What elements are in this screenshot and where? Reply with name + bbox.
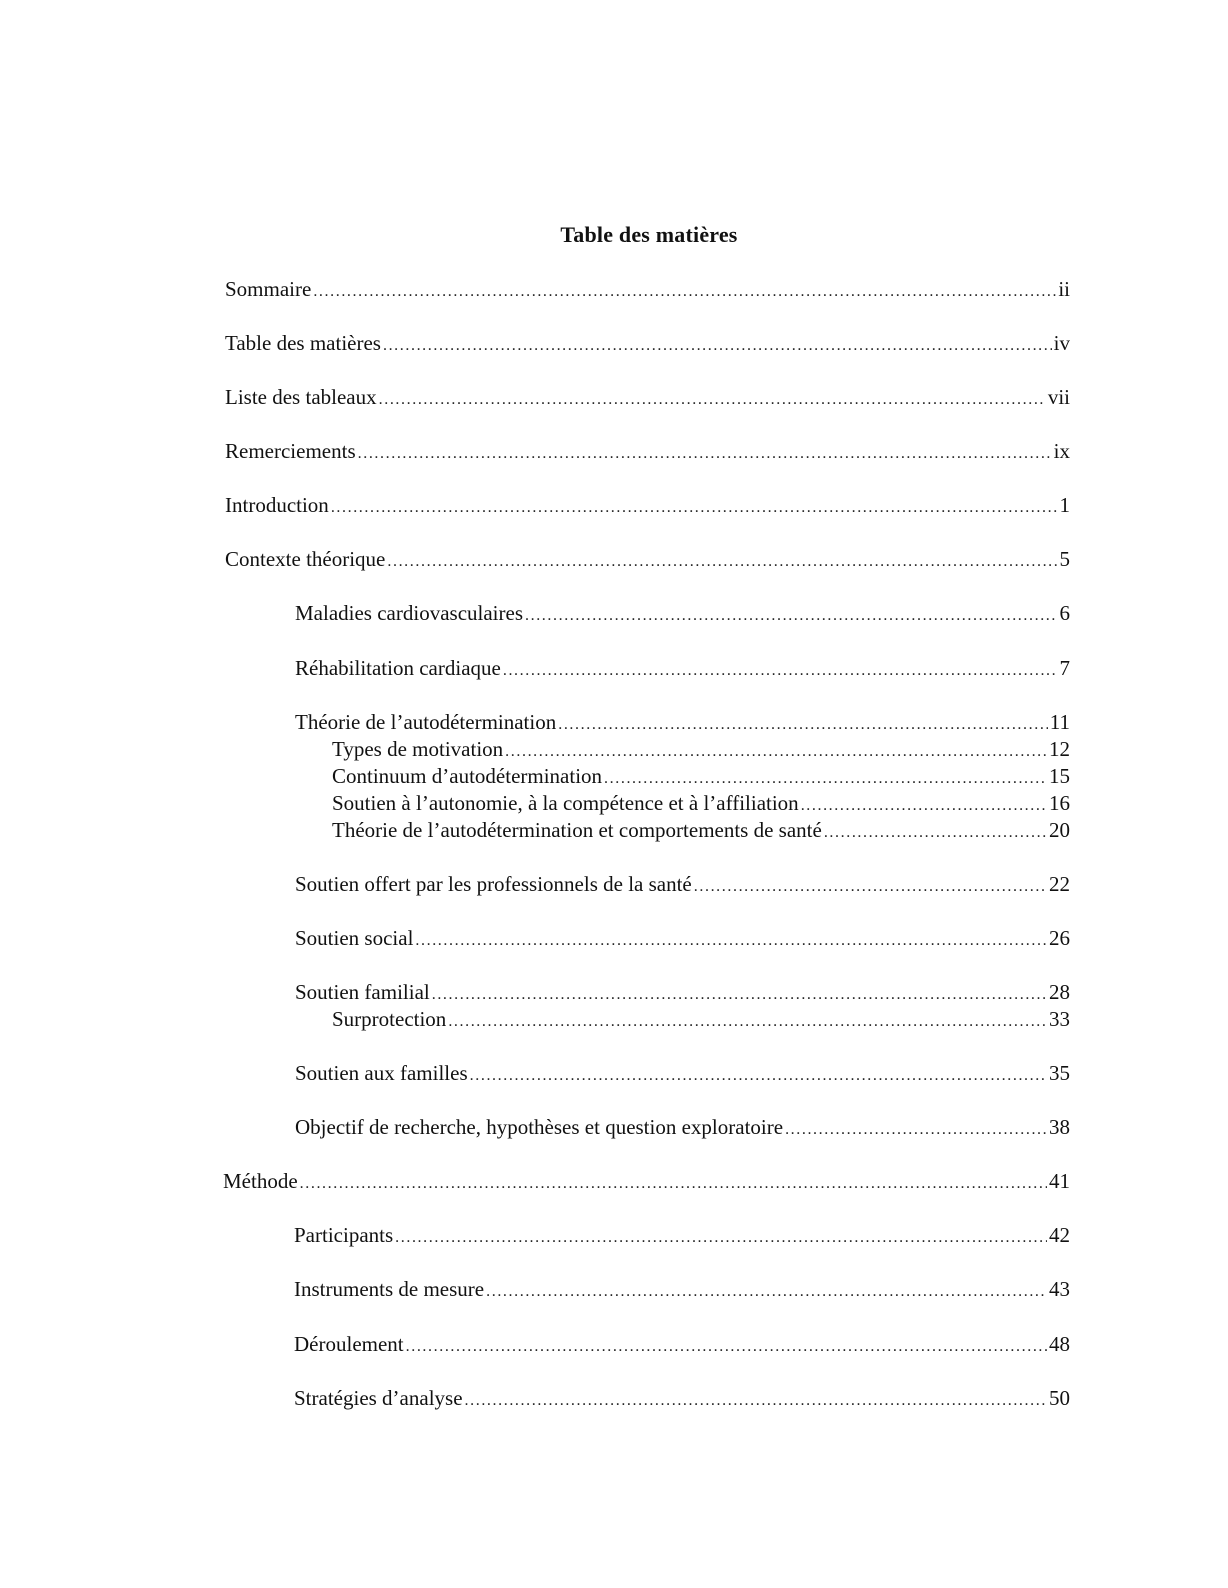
dot-leader	[300, 1171, 1047, 1197]
dot-leader	[432, 982, 1047, 1008]
toc-entry-page: 22	[1049, 872, 1070, 896]
dot-leader	[395, 1225, 1047, 1251]
toc-entry-page: iv	[1053, 331, 1070, 355]
toc-entry-label: Introduction	[225, 493, 329, 517]
toc-entry-label: Méthode	[223, 1169, 298, 1193]
dot-leader	[558, 712, 1048, 738]
toc-entry-page: 20	[1049, 818, 1070, 842]
toc-entry-remerciements[interactable]	[225, 438, 1070, 467]
toc-entry-page: 1	[1059, 493, 1070, 517]
toc-entry-surprotection[interactable]	[332, 1006, 1070, 1035]
toc-entry-page: 50	[1049, 1386, 1070, 1410]
toc-entry-strategies-analyse[interactable]	[294, 1385, 1070, 1414]
toc-entry-page: 5	[1059, 547, 1070, 571]
dot-leader	[387, 549, 1057, 575]
toc-entry-label: Liste des tableaux	[225, 385, 377, 409]
dot-leader	[406, 1334, 1047, 1360]
toc-entry-label: Table des matières	[225, 331, 381, 355]
toc-entry-label: Contexte théorique	[225, 547, 386, 571]
toc-entry-theorie-comportements-sante[interactable]	[332, 817, 1070, 846]
dot-leader	[525, 603, 1058, 629]
toc-entry-page: 7	[1059, 656, 1070, 680]
toc-entry-introduction[interactable]	[225, 492, 1070, 521]
toc-entry-label: Objectif de recherche, hypothèses et question exploratoire	[295, 1115, 784, 1139]
dot-leader	[801, 793, 1047, 819]
toc-entry-theorie-autodetermination[interactable]	[295, 709, 1070, 738]
toc-entry-page: 6	[1059, 601, 1070, 625]
toc-entry-page: 11	[1049, 710, 1070, 734]
toc-entry-label: Instruments de mesure	[294, 1277, 485, 1301]
toc-entry-page: 48	[1049, 1332, 1070, 1356]
toc-entry-label: Continuum d’autodétermination	[332, 764, 603, 788]
toc-entry-label: Participants	[294, 1223, 394, 1247]
toc-entry-page: 15	[1049, 764, 1070, 788]
dot-leader	[415, 928, 1047, 954]
toc-entry-liste-des-tableaux[interactable]	[225, 384, 1070, 413]
toc-entry-soutien-professionnels[interactable]	[295, 871, 1070, 900]
dot-leader	[379, 387, 1046, 413]
toc-entry-table-des-matieres[interactable]	[225, 330, 1070, 359]
toc-entry-page: ix	[1053, 439, 1070, 463]
toc-entry-page: vii	[1047, 385, 1070, 409]
toc-entry-soutien-autonomie[interactable]	[332, 790, 1070, 819]
toc-entry-types-de-motivation[interactable]	[332, 736, 1070, 765]
toc-entry-page: 35	[1049, 1061, 1070, 1085]
dot-leader	[465, 1388, 1047, 1414]
toc-entry-page: 28	[1049, 980, 1070, 1004]
toc-entry-page: 41	[1049, 1169, 1070, 1193]
dot-leader	[448, 1009, 1047, 1035]
toc-entry-label: Soutien aux familles	[295, 1061, 468, 1085]
toc-entry-label: Soutien offert par les professionnels de la santé	[295, 872, 692, 896]
toc-entry-label: Stratégies d’analyse	[294, 1386, 463, 1410]
toc-entry-page: 16	[1049, 791, 1070, 815]
dot-leader	[824, 820, 1047, 846]
toc-entry-soutien-familial[interactable]	[295, 979, 1070, 1008]
dot-leader	[604, 766, 1047, 792]
toc-entry-page: 42	[1049, 1223, 1070, 1247]
toc-entry-contexte-theorique[interactable]	[225, 546, 1070, 575]
toc-entry-label: Maladies cardiovasculaires	[295, 601, 523, 625]
toc-entry-label: Théorie de l’autodétermination et comportements de santé	[332, 818, 822, 842]
toc-entry-page: 12	[1049, 737, 1070, 761]
dot-leader	[694, 874, 1047, 900]
toc-entry-instruments-de-mesure[interactable]	[294, 1276, 1070, 1305]
dot-leader	[313, 279, 1056, 305]
toc-entry-soutien-social[interactable]	[295, 925, 1070, 954]
dot-leader	[785, 1117, 1047, 1143]
toc-entry-page: 26	[1049, 926, 1070, 950]
toc-entry-label: Déroulement	[294, 1332, 404, 1356]
toc-entry-label: Types de motivation	[332, 737, 504, 761]
toc-entry-rehabilitation-cardiaque[interactable]	[295, 655, 1070, 684]
toc-entry-label: Théorie de l’autodétermination	[295, 710, 557, 734]
dot-leader	[331, 495, 1058, 521]
toc-entry-label: Soutien à l’autonomie, à la compétence et à l’affiliation	[332, 791, 799, 815]
dot-leader	[503, 658, 1058, 684]
dot-leader	[505, 739, 1047, 765]
toc-entry-label: Réhabilitation cardiaque	[295, 656, 501, 680]
toc-entry-label: Surprotection	[332, 1007, 447, 1031]
toc-entry-page: ii	[1058, 277, 1070, 301]
toc-entry-label: Soutien social	[295, 926, 414, 950]
dot-leader	[358, 441, 1052, 467]
toc-entry-sommaire[interactable]	[225, 276, 1070, 305]
toc-entry-participants[interactable]	[294, 1222, 1070, 1251]
toc-entry-objectif-recherche[interactable]	[295, 1114, 1070, 1143]
page-title: Table des matières	[560, 222, 738, 247]
toc-entry-label: Soutien familial	[295, 980, 430, 1004]
toc-entry-maladies-cardiovasculaires[interactable]	[295, 600, 1070, 629]
toc-entry-page: 43	[1049, 1277, 1070, 1301]
toc-entry-page: 33	[1049, 1007, 1070, 1031]
toc-entry-page: 38	[1049, 1115, 1070, 1139]
toc-entry-continuum-autodetermination[interactable]	[332, 763, 1070, 792]
dot-leader	[383, 333, 1052, 359]
toc-entry-methode[interactable]	[223, 1168, 1070, 1197]
toc-entry-label: Sommaire	[225, 277, 312, 301]
dot-leader	[486, 1279, 1047, 1305]
dot-leader	[470, 1063, 1047, 1089]
toc-entry-soutien-aux-familles[interactable]	[295, 1060, 1070, 1089]
toc-entry-deroulement[interactable]	[294, 1331, 1070, 1360]
toc-entry-label: Remerciements	[225, 439, 356, 463]
